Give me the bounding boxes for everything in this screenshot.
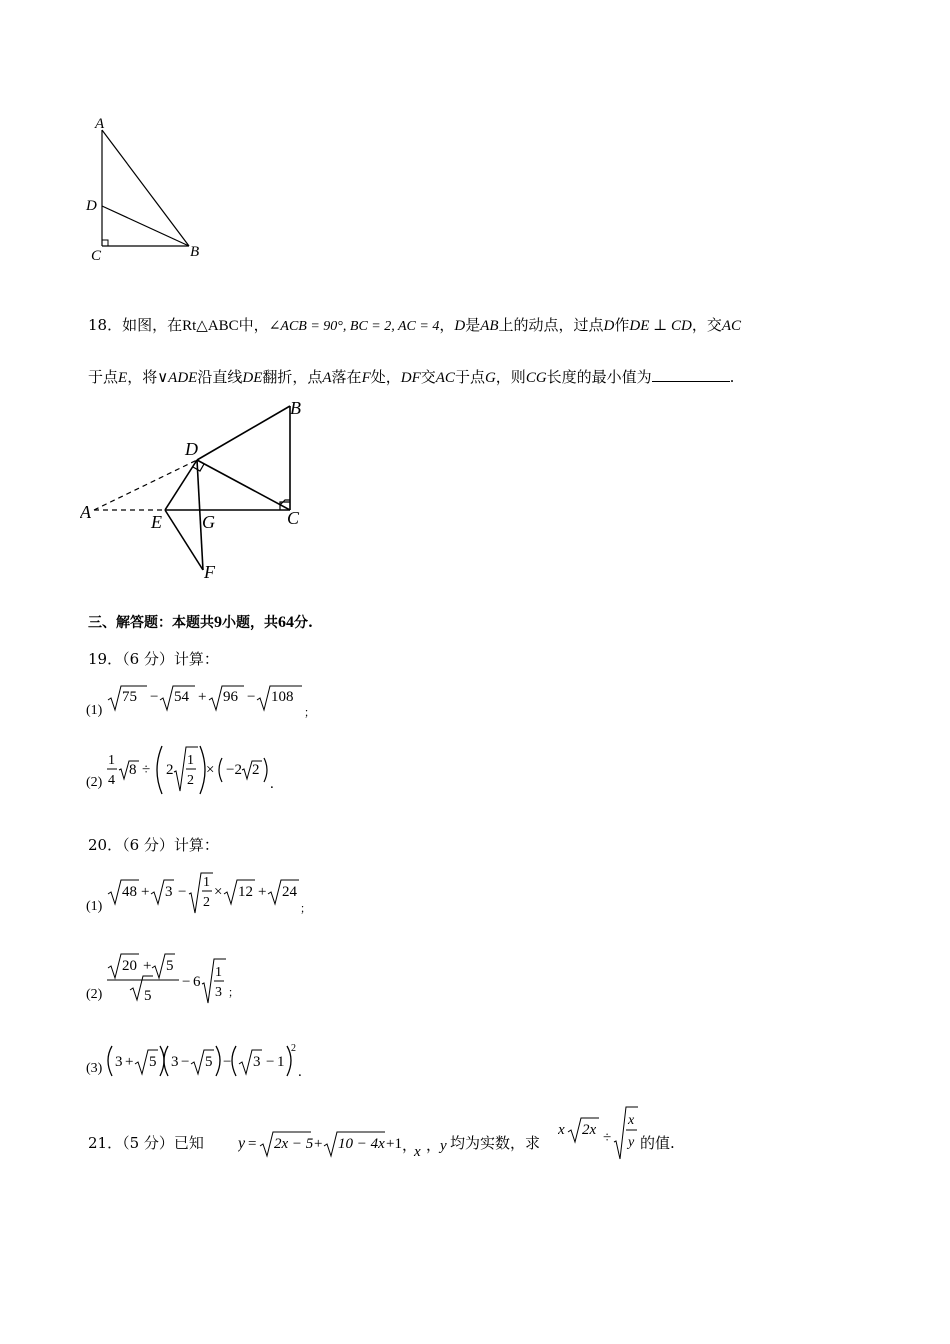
section-3-heading: 三、解答题：本题共9小题，共64分. [88, 614, 313, 631]
label-C: C [287, 508, 300, 528]
svg-text:1: 1 [187, 753, 194, 768]
label-A: A [80, 502, 91, 522]
svg-text:y: y [628, 1135, 635, 1150]
q20-header: 20．（6 分）计算： [88, 836, 219, 854]
svg-text:20: 20 [122, 958, 137, 974]
svg-text:54: 54 [174, 689, 189, 705]
q21: 21．（5 分）已知 y = 2x − 5 + 10 − 4x +1 ， x ， y 均为实数，求 x 2x ÷ x y 的值. [88, 1102, 888, 1162]
svg-text:5: 5 [149, 1054, 157, 1070]
svg-text:x: x [628, 1113, 635, 1128]
q20-part3 [86, 1040, 316, 1084]
svg-text:+: + [198, 689, 207, 705]
label-C: C [91, 248, 102, 264]
svg-text:4: 4 [108, 773, 115, 788]
svg-text:(2): (2) [86, 987, 103, 1002]
svg-text:y: y [440, 1138, 447, 1154]
svg-text:−: − [182, 974, 191, 990]
svg-text:6: 6 [193, 974, 201, 990]
svg-text:2x − 5: 2x − 5 [274, 1136, 314, 1152]
svg-text:2x: 2x [582, 1122, 597, 1138]
svg-text:−: − [266, 1054, 275, 1070]
svg-text:+1: +1 [386, 1136, 402, 1152]
svg-text:，: ， [426, 1138, 442, 1154]
svg-text:3: 3 [215, 985, 222, 1000]
answer-blank[interactable] [652, 369, 730, 382]
svg-text:+: + [143, 958, 152, 974]
q20-part1 [86, 870, 326, 920]
svg-text:48: 48 [122, 884, 137, 900]
svg-text:8: 8 [129, 762, 137, 778]
svg-text:2: 2 [252, 762, 260, 778]
svg-text:2: 2 [203, 895, 210, 910]
label-D: D [86, 198, 97, 214]
svg-text:x: x [558, 1122, 565, 1138]
svg-text:1: 1 [277, 1054, 285, 1070]
svg-text:−: − [150, 689, 159, 705]
svg-text:x: x [414, 1144, 421, 1160]
svg-text:−2: −2 [226, 762, 242, 778]
svg-text:÷: ÷ [603, 1130, 612, 1146]
svg-text:1: 1 [108, 753, 115, 768]
svg-text:+: + [314, 1136, 323, 1152]
svg-text:2: 2 [166, 762, 174, 778]
svg-text:；: ； [228, 987, 239, 999]
q18-line1: 18．如图，在Rt△ABC中，∠ACB = 90°, BC = 2, AC = 4，D是AB上的动点，过点D作DE ⊥ CD，交AC [88, 316, 742, 334]
svg-text:；: ； [300, 903, 311, 915]
svg-text:+: + [258, 884, 267, 900]
svg-text:24: 24 [282, 884, 297, 900]
svg-text:×: × [214, 884, 223, 900]
label-G: G [202, 512, 215, 532]
svg-text:1: 1 [203, 875, 210, 890]
svg-text:5: 5 [166, 958, 174, 974]
svg-text:+: + [141, 884, 150, 900]
svg-text:；: ； [304, 707, 315, 719]
q19-header: 19．（6 分）计算： [88, 650, 219, 668]
svg-text:12: 12 [238, 884, 253, 900]
svg-text:10 − 4x: 10 − 4x [338, 1136, 385, 1152]
label-B: B [190, 244, 200, 260]
svg-text:(1): (1) [86, 703, 103, 718]
svg-text:+: + [125, 1054, 134, 1070]
label-A: A [95, 116, 105, 132]
figure-fold-triangle [80, 396, 340, 586]
label-F: F [204, 562, 215, 582]
svg-text:(3): (3) [86, 1061, 103, 1076]
svg-text:.: . [298, 1064, 302, 1080]
svg-text:÷: ÷ [142, 762, 151, 778]
label-E: E [151, 512, 162, 532]
svg-text:96: 96 [223, 689, 238, 705]
svg-text:−: − [181, 1054, 190, 1070]
svg-text:(1): (1) [86, 899, 103, 914]
svg-text:5: 5 [144, 988, 152, 1004]
svg-text:5: 5 [205, 1054, 213, 1070]
q19-part1 [86, 684, 316, 724]
svg-text:(2): (2) [86, 775, 103, 790]
svg-text:.: . [270, 776, 274, 792]
figure-right-triangle-abc [80, 110, 220, 270]
svg-text:75: 75 [122, 689, 137, 705]
svg-text:，: ， [402, 1138, 418, 1154]
q19-part2 [86, 740, 286, 800]
svg-text:=: = [248, 1136, 257, 1152]
svg-text:y: y [238, 1135, 246, 1152]
svg-text:3: 3 [171, 1054, 179, 1070]
svg-text:×: × [206, 762, 215, 778]
q18-line2: 于点E，将∨ADE沿直线DE翻折，点A落在F处，DF交AC于点G，则CG长度的最小值为 . [88, 368, 735, 386]
svg-text:2: 2 [187, 773, 194, 788]
svg-text:−: − [223, 1054, 232, 1070]
q20-part2 [86, 952, 286, 1008]
svg-text:1: 1 [215, 965, 222, 980]
label-B: B [290, 398, 301, 418]
svg-text:3: 3 [253, 1054, 261, 1070]
svg-text:108: 108 [271, 689, 294, 705]
svg-text:3: 3 [115, 1054, 123, 1070]
svg-text:2: 2 [291, 1043, 296, 1054]
svg-text:−: − [247, 689, 256, 705]
svg-text:3: 3 [165, 884, 173, 900]
label-D: D [185, 439, 198, 459]
svg-text:−: − [178, 884, 187, 900]
